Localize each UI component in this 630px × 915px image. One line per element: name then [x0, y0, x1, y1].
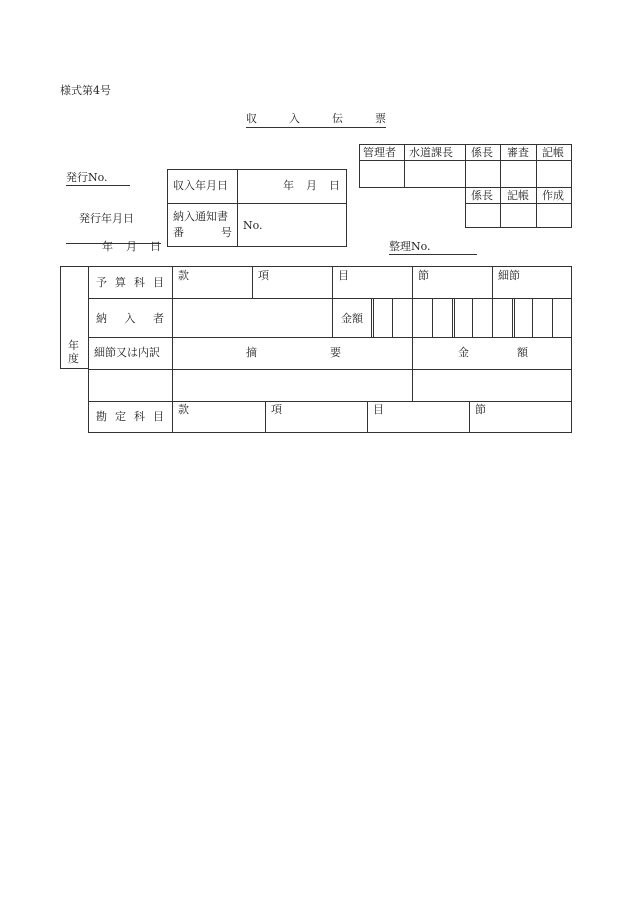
title-char: 票	[375, 112, 386, 125]
title-char: 伝	[332, 112, 343, 125]
detail-label: 細節又は内訳	[94, 346, 160, 359]
fiscal-year-char-1: 年	[68, 339, 79, 352]
issue-date-line	[66, 240, 161, 253]
issue-date-year: 年	[102, 240, 113, 253]
summary-header-char-1: 摘	[246, 346, 257, 359]
approval-header-section-chief: 係長	[471, 146, 493, 159]
amount-header-char-1: 金	[458, 346, 469, 359]
amount-label: 金額	[341, 312, 363, 325]
account-col-kou: 項	[271, 403, 282, 416]
notice-label-line2b: 号	[221, 226, 232, 239]
payer-label-char: 者	[153, 312, 164, 325]
approval-header-prepared: 作成	[542, 189, 564, 202]
approval-header-bookkeeping: 記帳	[542, 146, 564, 159]
budget-label-char: 科	[134, 276, 145, 289]
budget-label	[96, 277, 164, 288]
receipt-year: 年	[283, 179, 294, 192]
receipt-month: 月	[306, 179, 317, 192]
notice-label-line1: 納入通知書	[173, 210, 228, 223]
issue-number-label: 発行No.	[66, 172, 130, 186]
notice-label-line2a: 番	[173, 226, 184, 239]
account-col-kan: 款	[178, 403, 189, 416]
account-label-char: 科	[134, 410, 145, 423]
issue-date-day: 日	[150, 240, 161, 253]
notice-number: No.	[243, 219, 263, 232]
management-number-label: 整理No.	[389, 241, 477, 255]
account-label-char: 勘	[96, 410, 107, 423]
budget-col-setsu: 節	[418, 269, 429, 282]
payer-label-char: 納	[96, 312, 107, 325]
account-col-moku: 目	[373, 403, 384, 416]
budget-col-saisetsu: 細節	[498, 269, 520, 282]
approval-header-audit: 審査	[507, 146, 529, 159]
approval-header-manager: 管理者	[363, 146, 396, 159]
approval-header-section-chief-2: 係長	[471, 189, 493, 202]
account-label-char: 目	[153, 410, 164, 423]
budget-col-kou: 項	[258, 269, 269, 282]
issue-date-label: 発行年月日	[79, 212, 134, 225]
approval-header-water-chief: 水道課長	[409, 146, 453, 159]
budget-label-char: 算	[115, 276, 126, 289]
approval-header-bookkeeping-2: 記帳	[507, 189, 529, 202]
budget-col-moku: 目	[338, 269, 349, 282]
issue-date-month: 月	[126, 240, 137, 253]
account-col-setsu: 節	[475, 403, 486, 416]
form-number: 様式第4号	[60, 84, 111, 97]
budget-label-char: 目	[153, 276, 164, 289]
budget-label-char: 予	[96, 276, 107, 289]
payer-label	[96, 313, 164, 324]
document-title	[246, 113, 386, 128]
title-char: 入	[289, 112, 300, 125]
fiscal-year-char-2: 度	[68, 352, 79, 365]
account-label	[96, 411, 164, 422]
payer-label-char: 入	[124, 312, 136, 325]
receipt-date-label: 収入年月日	[173, 179, 228, 192]
receipt-day: 日	[329, 179, 340, 192]
budget-col-kan: 款	[178, 269, 189, 282]
summary-header-char-2: 要	[330, 346, 341, 359]
title-char: 収	[246, 112, 257, 125]
amount-header-char-2: 額	[517, 346, 528, 359]
account-label-char: 定	[115, 410, 126, 423]
